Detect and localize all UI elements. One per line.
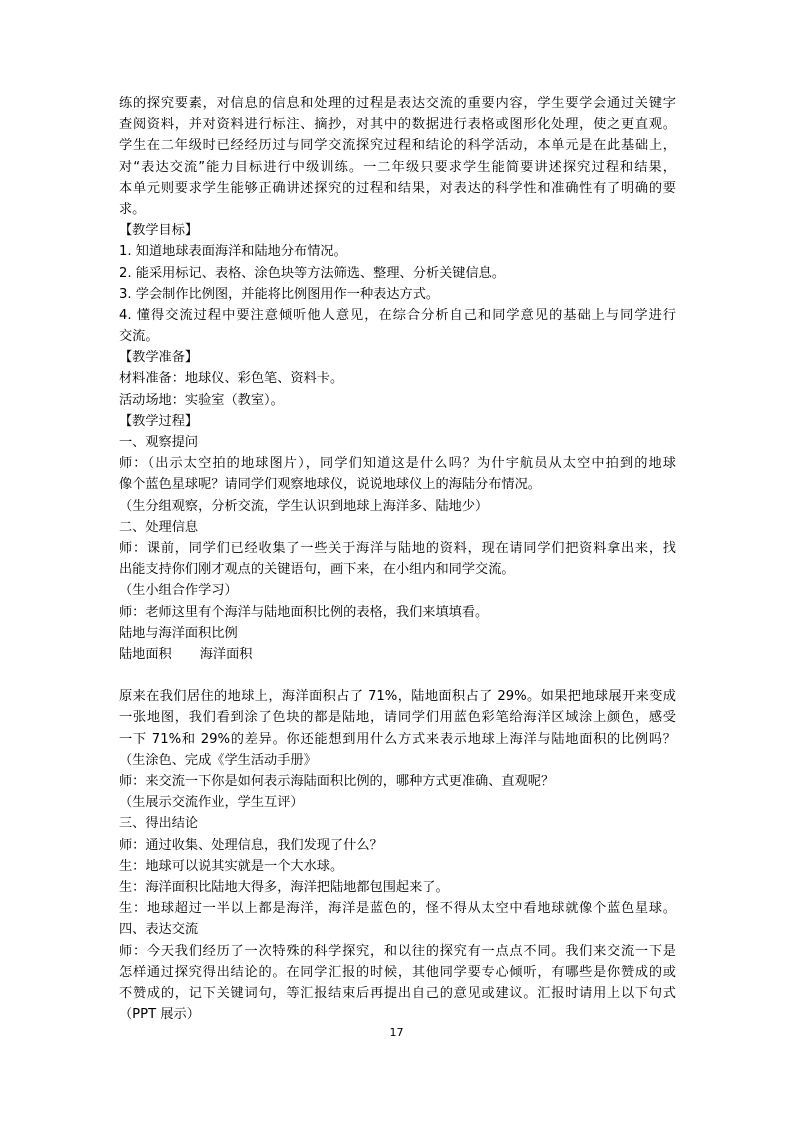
text-line: （PPT 展示）	[119, 1007, 200, 1023]
section-heading: 【教学准备】	[119, 350, 199, 366]
goal-item: 3. 学会制作比例图，并能将比例图用作一种表达方式。	[119, 286, 440, 302]
goal-item: 4. 懂得交流过程中要注意倾听他人意见，在综合分析自己和同学意见的基础上与同学进行	[119, 307, 676, 323]
section-heading: 【教学目标】	[119, 223, 199, 239]
step-title: 二、处理信息	[119, 519, 199, 535]
text-line: 怎样通过探究得出结论的。在同学汇报的时候，其他同学要专心倾听，有哪些是你赞成的或	[119, 964, 676, 980]
text-line: 师：老师这里有个海洋与陆地面积比例的表格，我们来填填看。	[119, 604, 489, 620]
page-number: 17	[389, 1026, 404, 1039]
text-line: 生：地球可以说其实就是一个大水球。	[119, 858, 344, 874]
table-header-row	[119, 644, 676, 665]
text-line: 师：来交流一下你是如何表示海陆面积比例的，哪种方式更准确、直观呢？	[119, 774, 555, 789]
goal-item: 2. 能采用标记、表格、涂色块等方法筛选、整理、分析关键信息。	[119, 265, 506, 281]
teaching-process-section	[119, 411, 676, 1025]
text-line: 师：课前，同学们已经收集了一些关于海洋与陆地的资料，现在请同学们把资料拿出来，找	[119, 540, 676, 556]
text-line: 对“表达交流”能力目标进行中级训练。一二年级只要求学生能简要讲述探究过程和结果，	[119, 159, 676, 175]
venue-line: 活动场地：实验室（教室）。	[119, 392, 284, 408]
goal-item-continued: 交流。	[119, 329, 159, 345]
teaching-prep-section	[119, 347, 676, 411]
text-line: （生涂色、完成《学生活动手册》	[119, 752, 317, 768]
text-line: 本单元则要求学生能够正确讲述探究的过程和结果，对表达的科学性和准确性有了明确的要	[119, 180, 676, 196]
text-line: （生小组合作学习）	[119, 583, 238, 599]
text-line: 生：地球超过一半以上都是海洋，海洋是蓝色的，怪不得从太空中看地球就像个蓝色星球。	[119, 901, 676, 917]
text-line: 查阅资料，并对资料进行标注、摘抄，对其中的数据进行表格或图形化处理，使之更直观。	[119, 117, 676, 133]
text-line: 师：通过收集、处理信息，我们发现了什么？	[119, 837, 383, 853]
materials-line: 材料准备：地球仪、彩色笔、资料卡。	[119, 371, 344, 387]
text-line: 像个蓝色星球呢？请同学们观察地球仪，说说地球仪上的海陆分布情况。	[119, 477, 541, 493]
teaching-goals-section	[119, 220, 676, 347]
text-line: 不赞成的，记下关键词句，等汇报结束后再提出自己的意见或建议。汇报时请用上以下句式	[119, 985, 676, 1001]
text-line: 求。	[119, 201, 146, 217]
table-header-land: 陆地面积	[119, 646, 172, 662]
text-line: （生分组观察，分析交流，学生认识到地球上海洋多、陆地少）	[119, 498, 489, 514]
text-line: 师：今天我们经历了一次特殊的科学探究，和以往的探究有一点点不同。我们来交流一下是	[119, 943, 676, 959]
text-line: 原来在我们居住的地球上，海洋面积占了 71%，陆地面积占了 29%。如果把地球展开来变成	[119, 689, 676, 705]
text-line: 学生在二年级时已经经历过与同学交流探究过程和结论的科学活动，本单元是在此基础上，	[119, 138, 676, 154]
table-header-ocean: 海洋面积	[199, 646, 253, 662]
goal-item: 1. 知道地球表面海洋和陆地分布情况。	[119, 244, 347, 260]
step-title: 一、观察提问	[119, 435, 199, 450]
text-line: 师：（出示太空拍的地球图片），同学们知道这是什么吗？为什宇航员从太空中拍到的地球	[119, 456, 676, 472]
blank-line	[119, 665, 676, 686]
step-title: 四、表达交流	[119, 922, 199, 938]
intro-paragraph	[119, 93, 676, 220]
text-line: （生展示交流作业，学生互评）	[119, 795, 304, 811]
text-line: 一张地图，我们看到涂了色块的都是陆地，请同学们用蓝色彩笔给海洋区域涂上颜色，感受	[119, 710, 676, 726]
section-heading: 【教学过程】	[119, 413, 199, 429]
step-title: 三、得出结论	[119, 816, 199, 832]
table-title: 陆地与海洋面积比例	[119, 625, 238, 641]
text-line: 一下 71%和 29%的差异。你还能想到用什么方式来表示地球上海洋与陆地面积的比例吗？	[119, 731, 676, 747]
text-line: 出能支持你们刚才观点的关键语句，画下来，在小组内和同学交流。	[119, 562, 515, 578]
page-body	[119, 93, 676, 1025]
text-line: 生：海洋面积比陆地大得多，海洋把陆地都包围起来了。	[119, 879, 449, 895]
text-line: 练的探究要素，对信息的信息和处理的过程是表达交流的重要内容，学生要学会通过关键字	[119, 96, 676, 111]
